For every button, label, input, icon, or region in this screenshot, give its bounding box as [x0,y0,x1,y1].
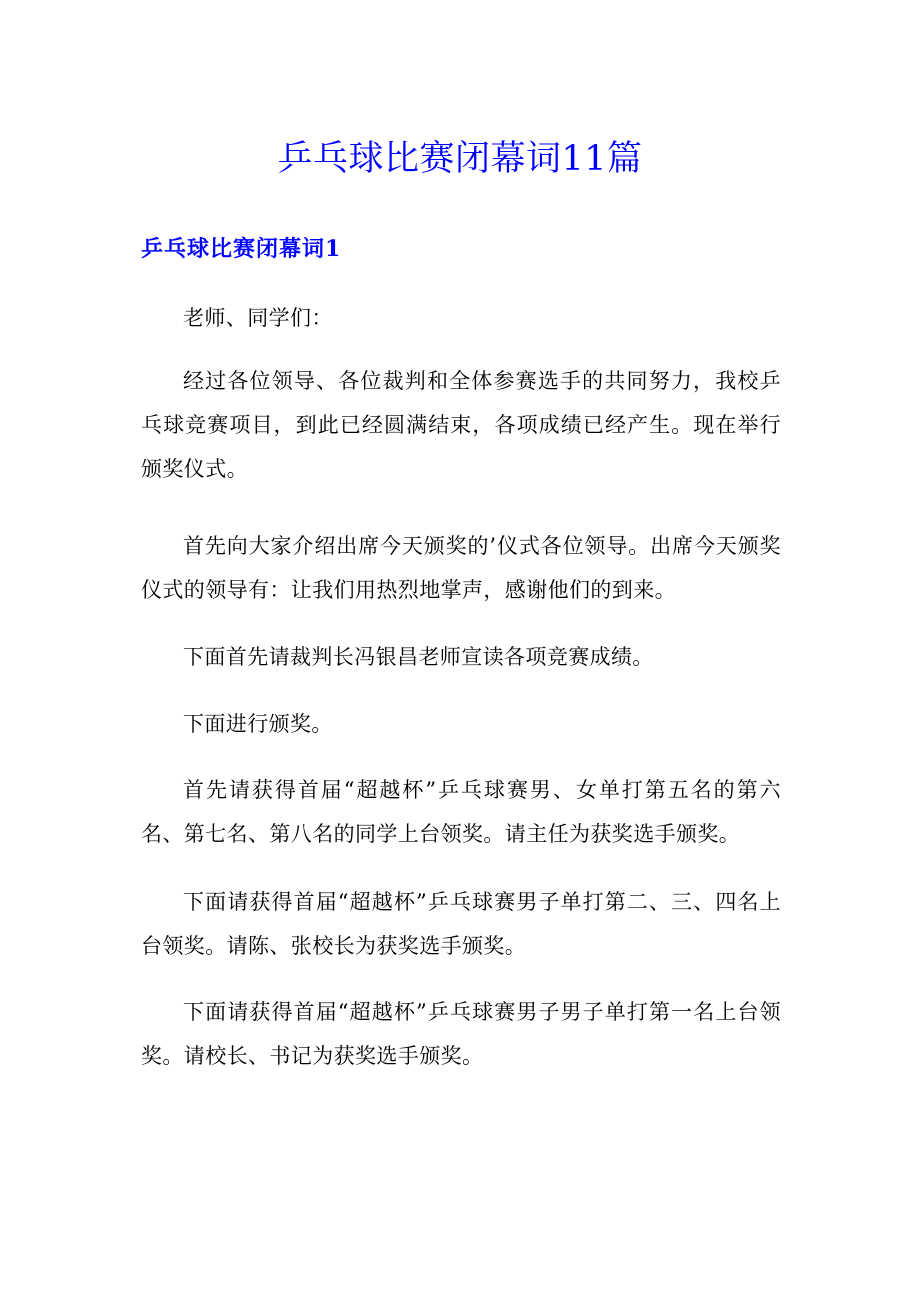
paragraph: 首先请获得首届“超越杯”乒乓球赛男、女单打第五名的第六名、第七名、第八名的同学上台领奖。请主任为获奖选手颁奖。 [141,778,781,846]
paragraph: 经过各位领导、各位裁判和全体参赛选手的共同努力，我校乒乓球竞赛项目，到此已经圆满结束，各项成绩已经产生。现在举行颁奖仪式。 [141,369,781,481]
paragraph: 下面请获得首届“超越杯”乒乓球赛男子男子单打第一名上台领奖。请校长、书记为获奖选手颁奖。 [141,1000,781,1068]
section-heading: 乒乓球比赛闭幕词1 [141,236,342,262]
paragraph: 首先向大家介绍出席今天颁奖的’仪式各位领导。出席今天颁奖仪式的领导有：让我们用热烈地掌声，感谢他们的到来。 [141,534,781,602]
paragraph-greeting: 老师、同学们： [183,306,333,330]
paragraph: 下面进行颁奖。 [183,712,333,736]
paragraph: 下面请获得首届“超越杯”乒乓球赛男子单打第二、三、四名上台领奖。请陈、张校长为获奖选手颁奖。 [141,890,781,958]
document-title: 乒乓球比赛闭幕词11篇 [277,139,643,179]
paragraph: 下面首先请裁判长冯银昌老师宣读各项竞赛成绩。 [183,645,654,669]
